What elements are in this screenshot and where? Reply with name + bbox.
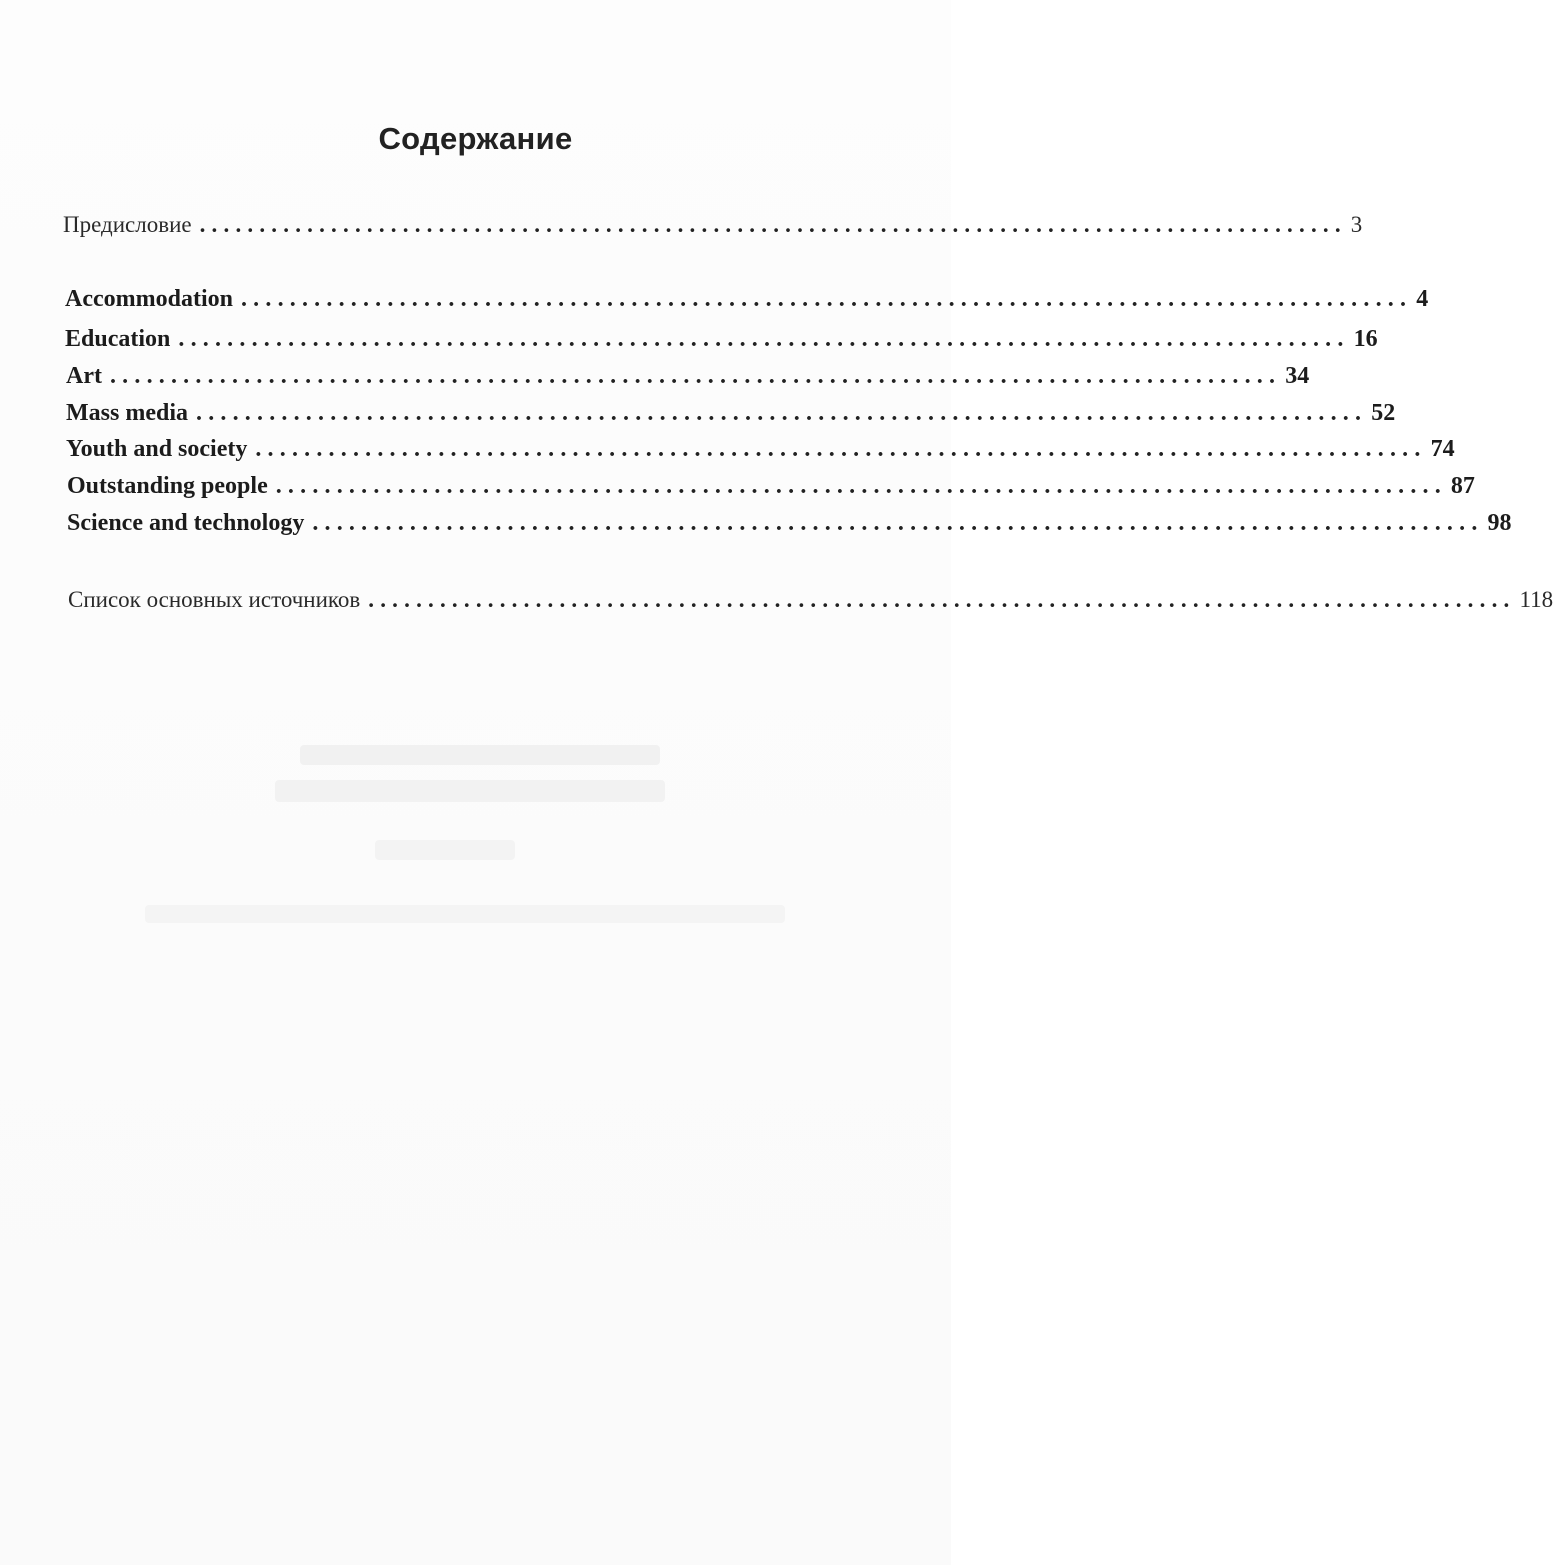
toc-entry-label: Education [65,326,171,352]
show-through-smudge [275,780,665,802]
toc-entry-chapter[interactable] [65,326,1378,353]
dot-leader: ................................................................................................ [196,400,1368,426]
dot-leader: ................................................................................................ [109,363,1282,389]
toc-entry-label: Youth and society [66,436,248,462]
dot-leader: ................................................................................................ [275,473,1447,499]
toc-page-number: 16 [1353,326,1378,352]
toc-page-number: 87 [1450,473,1475,499]
dot-leader: ................................................................................................ [199,212,1347,237]
dot-leader: ................................................................................................ [178,326,1350,352]
toc-page-number: 118 [1519,587,1553,612]
toc-entry-label: Предисловие [63,212,192,237]
show-through-smudge [300,745,660,765]
toc-entry-label: Список основных источников [68,587,361,612]
page-title: Содержание [378,120,573,156]
toc-entry-preface[interactable] [63,212,1363,238]
toc-entry-chapter[interactable] [66,436,1455,463]
toc-entry-label: Outstanding people [67,473,268,499]
toc-entry-sources[interactable] [68,587,1553,613]
toc-entry-chapter[interactable] [65,286,1429,313]
toc-entry-chapter[interactable] [67,510,1512,537]
toc-page-number: 52 [1371,400,1396,426]
dot-leader: ................................................................................................ [255,436,1427,462]
toc-entry-label: Mass media [66,400,188,426]
dot-leader: ................................................................................................ [368,587,1516,612]
toc-page-number: 34 [1285,363,1310,389]
toc-page-number: 4 [1416,286,1429,312]
dot-leader: ................................................................................................ [240,286,1413,312]
show-through-smudge [145,905,785,923]
toc-page-number: 3 [1350,212,1363,237]
dot-leader: ................................................................................................ [312,510,1484,536]
toc-entry-label: Accommodation [65,286,233,312]
toc-entry-label: Art [66,363,102,389]
toc-entry-label: Science and technology [67,510,305,536]
toc-page-number: 98 [1487,510,1512,536]
toc-page-number: 74 [1430,436,1455,462]
toc-entry-chapter[interactable] [66,363,1310,390]
show-through-smudge [375,840,515,860]
toc-entry-chapter[interactable] [66,400,1396,427]
toc-entry-chapter[interactable] [67,473,1475,500]
